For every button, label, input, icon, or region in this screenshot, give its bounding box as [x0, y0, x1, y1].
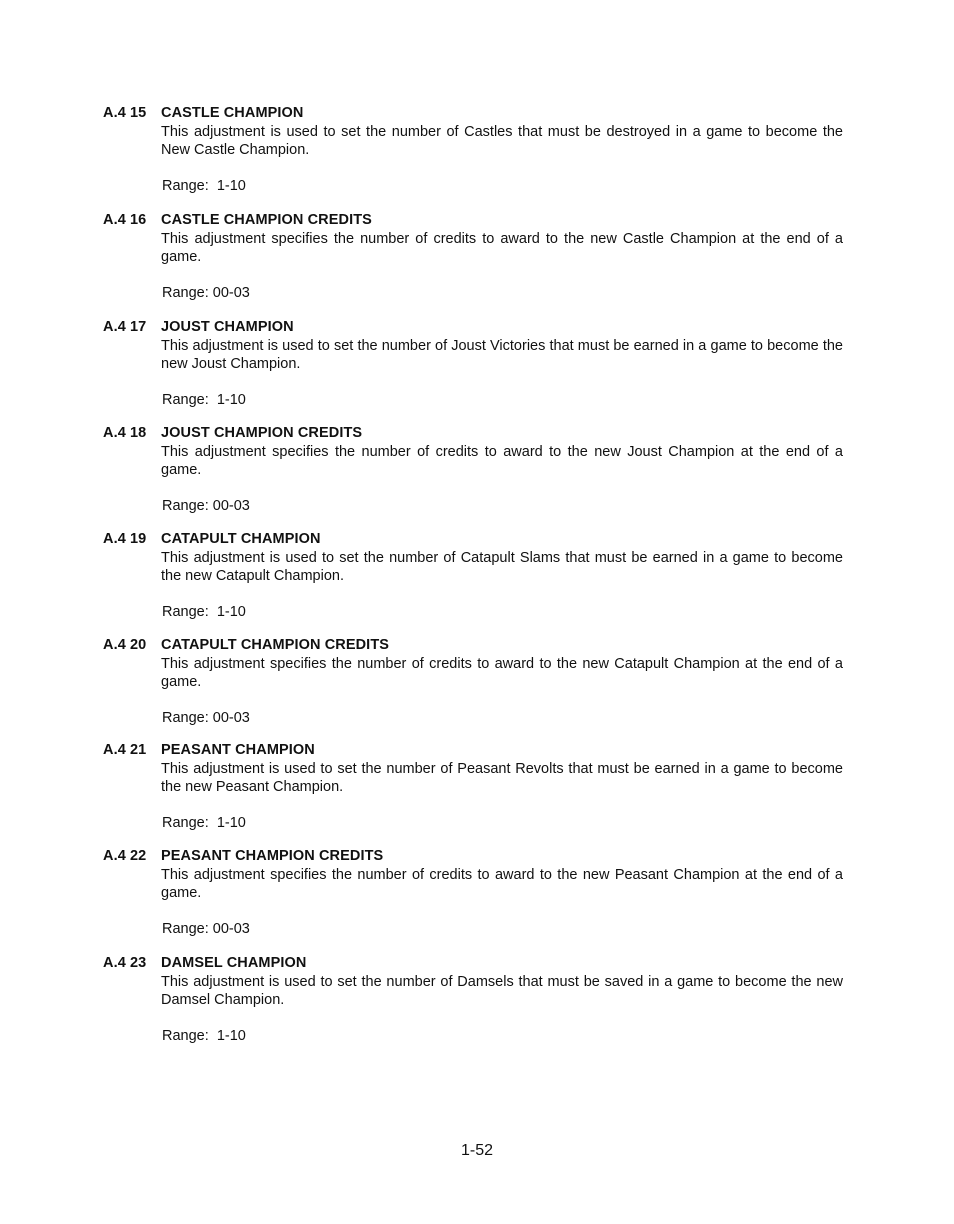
section-body: This adjustment specifies the number of credits to award to the new Catapult Champion at the end of a game. [161, 656, 843, 691]
section-heading [103, 105, 843, 122]
section-a4-23 [103, 955, 843, 1045]
section-heading [103, 425, 843, 442]
section-range: Range: 1-10 [162, 814, 246, 831]
section-title: JOUST CHAMPION CREDITS [161, 425, 363, 441]
section-range: Range: 1-10 [162, 1027, 246, 1044]
section-range: Range: 1-10 [162, 177, 246, 194]
section-body: This adjustment is used to set the number of Catapult Slams that must be earned in a game to become the new Catapult Champion. [161, 550, 843, 585]
section-title: PEASANT CHAMPION CREDITS [161, 848, 384, 864]
page-number: 1-52 [460, 1142, 494, 1159]
section-a4-18 [103, 425, 843, 515]
section-body: This adjustment specifies the number of credits to award to the new Peasant Champion at the end of a game. [161, 867, 843, 902]
section-heading [103, 955, 843, 972]
section-number: A.4 20 [103, 637, 147, 653]
section-body: This adjustment is used to set the number of Damsels that must be saved in a game to become the new Damsel Champion. [161, 974, 843, 1009]
section-number: A.4 15 [103, 105, 147, 121]
section-title: CATAPULT CHAMPION CREDITS [161, 637, 390, 653]
section-number: A.4 23 [103, 955, 147, 971]
section-range: Range: 1-10 [162, 391, 246, 408]
section-a4-20 [103, 637, 843, 727]
section-a4-16 [103, 212, 843, 302]
section-range: Range: 1-10 [162, 603, 246, 620]
section-title: CASTLE CHAMPION CREDITS [161, 212, 372, 228]
section-number: A.4 19 [103, 531, 147, 547]
section-title: CASTLE CHAMPION [161, 105, 304, 121]
section-range: Range: 00-03 [162, 497, 250, 514]
section-range: Range: 00-03 [162, 920, 250, 937]
section-number: A.4 21 [103, 742, 147, 758]
section-title: CATAPULT CHAMPION [161, 531, 321, 547]
section-heading [103, 637, 843, 654]
section-title: PEASANT CHAMPION [161, 742, 315, 758]
section-a4-22 [103, 848, 843, 938]
section-number: A.4 22 [103, 848, 147, 864]
section-heading [103, 531, 843, 548]
section-a4-21 [103, 742, 843, 832]
section-body: This adjustment is used to set the number of Joust Victories that must be earned in a game to become the new Joust Champion. [161, 338, 843, 373]
section-body: This adjustment specifies the number of credits to award to the new Castle Champion at the end of a game. [161, 231, 843, 266]
section-number: A.4 17 [103, 319, 147, 335]
section-a4-15 [103, 105, 843, 195]
section-range: Range: 00-03 [162, 709, 250, 726]
section-number: A.4 16 [103, 212, 147, 228]
section-title: DAMSEL CHAMPION [161, 955, 307, 971]
section-a4-19 [103, 531, 843, 621]
section-heading [103, 742, 843, 759]
section-body: This adjustment specifies the number of credits to award to the new Joust Champion at the end of a game. [161, 444, 843, 479]
section-heading [103, 848, 843, 865]
section-body: This adjustment is used to set the number of Castles that must be destroyed in a game to become the New Castle Champion. [161, 124, 843, 159]
section-body: This adjustment is used to set the number of Peasant Revolts that must be earned in a game to become the new Peasant Champion. [161, 761, 843, 796]
section-range: Range: 00-03 [162, 284, 250, 301]
section-a4-17 [103, 319, 843, 409]
section-heading [103, 319, 843, 336]
section-number: A.4 18 [103, 425, 147, 441]
section-heading [103, 212, 843, 229]
section-title: JOUST CHAMPION [161, 319, 294, 335]
